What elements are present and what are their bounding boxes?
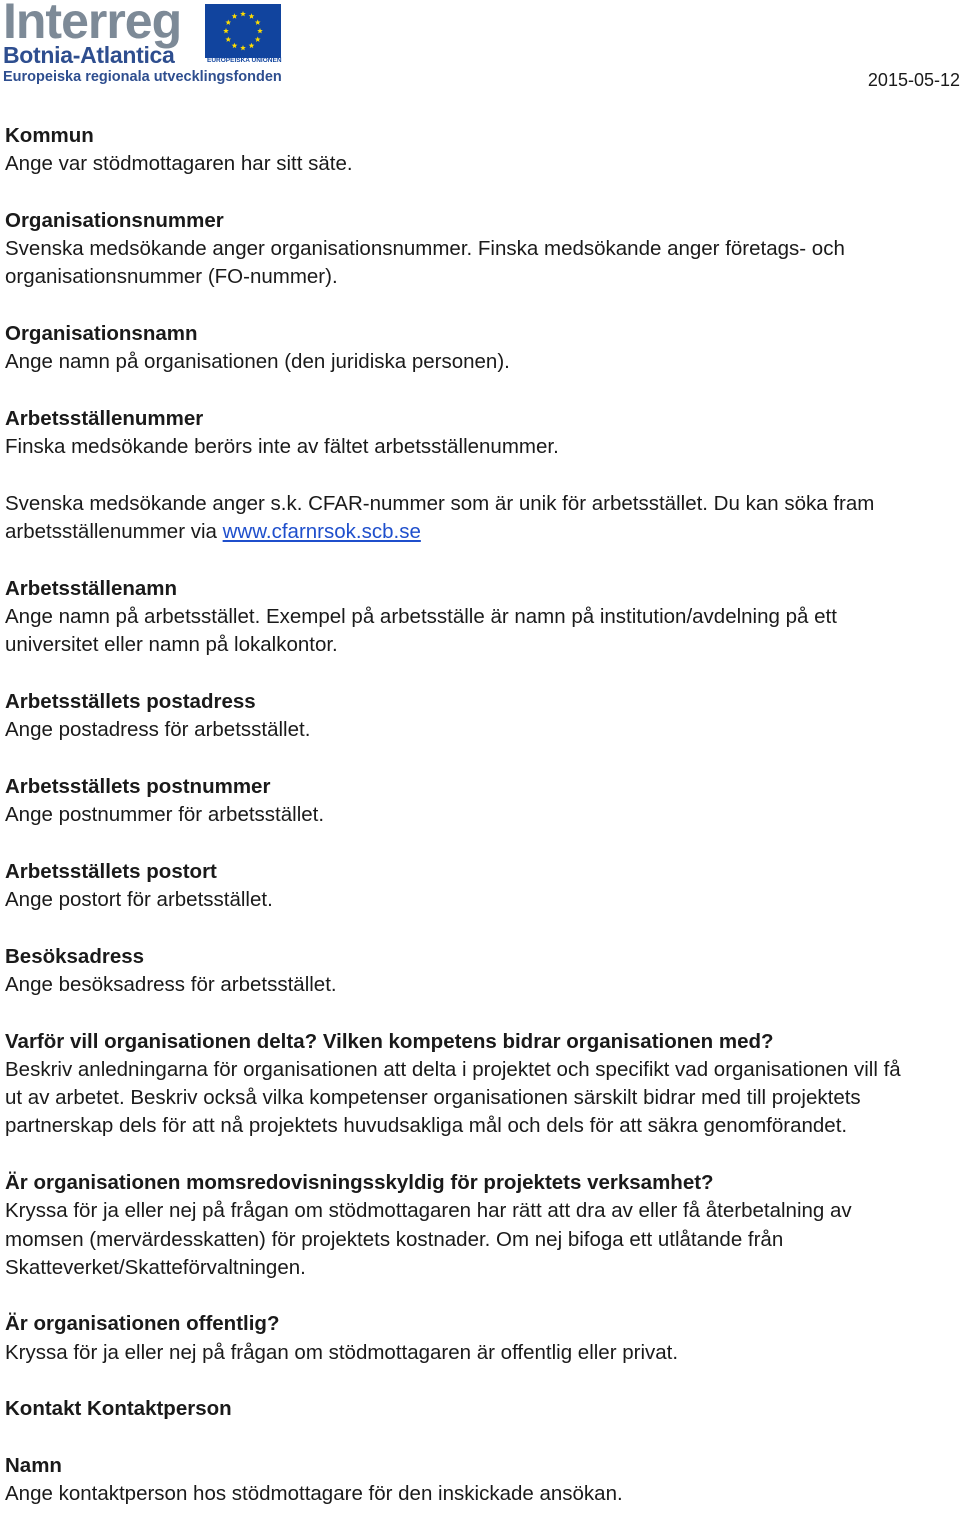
eu-star-icon <box>257 28 263 33</box>
section-heading: Organisationsnamn <box>5 322 198 346</box>
section-offentlig <box>5 1310 955 1367</box>
section-moms <box>5 1169 955 1282</box>
document-body <box>5 122 955 1537</box>
section-heading: Kontakt Kontaktperson <box>5 1397 232 1421</box>
section-text: Ange postort för arbetsstället. <box>5 888 273 912</box>
section-organisationsnamn <box>5 320 955 377</box>
section-text: Ange postadress för arbetsstället. <box>5 718 311 742</box>
section-heading: Arbetsställets postadress <box>5 689 256 713</box>
section-text: partnerskap dels för att nå projektets huvudsakliga mål och dels för att säkra genomförandet. <box>5 1114 848 1138</box>
section-postadress <box>5 688 955 745</box>
section-namn <box>5 1452 955 1509</box>
section-text: Ange namn på organisationen (den juridiska personen). <box>5 350 510 374</box>
eu-star-icon <box>255 37 261 42</box>
section-text: Ange kontaktperson hos stödmottagare för den inskickade ansökan. <box>5 1482 623 1506</box>
section-text: momsen (mervärdesskatten) för projektets kostnader. Om nej bifoga ett utlåtande från <box>5 1227 784 1251</box>
cfarnrsok-link[interactable]: www.cfarnrsok.scb.se <box>222 520 421 544</box>
section-postnummer <box>5 773 955 830</box>
eu-flag-icon <box>205 4 281 58</box>
logo-title: Interreg <box>3 0 182 49</box>
section-heading: Kommun <box>5 124 94 147</box>
section-heading: Arbetsställets postnummer <box>5 774 271 798</box>
section-text: Svenska medsökande anger organisationsnummer. Finska medsökande anger företags- och <box>5 237 845 261</box>
eu-star-icon <box>225 37 231 42</box>
section-text: Svenska medsökande anger s.k. CFAR-nummer som är unik för arbetsstället. Du kan söka fram <box>5 491 875 515</box>
section-organisationsnummer <box>5 207 955 292</box>
section-arbetsstallenummer <box>5 405 955 462</box>
section-postort <box>5 858 955 915</box>
section-text: Skatteverket/Skatteförvaltningen. <box>5 1255 306 1279</box>
link-prefix: arbetsställenummer via <box>5 520 223 544</box>
section-kontakt <box>5 1395 955 1423</box>
interreg-logo <box>3 2 283 88</box>
eu-star-icon <box>249 43 255 48</box>
section-text: Kryssa för ja eller nej på frågan om stödmottagaren är offentlig eller privat. <box>5 1340 679 1364</box>
section-text: Ange namn på arbetsstället. Exempel på arbetsställe är namn på institution/avdelning på ett <box>5 605 837 629</box>
section-kommun <box>5 122 955 179</box>
section-besoksadress <box>5 943 955 1000</box>
section-arbetsstallenamn <box>5 575 955 660</box>
section-text: Kryssa för ja eller nej på frågan om stödmottagaren har rätt att dra av eller få återbetalning av <box>5 1199 852 1223</box>
section-heading: Är organisationen offentlig? <box>5 1312 280 1336</box>
section-heading: Arbetsställenummer <box>5 406 204 430</box>
section-text: universitet eller namn på lokalkontor. <box>5 633 338 657</box>
section-text: Beskriv anledningarna för organisationen att delta i projektet och specifikt vad organisationen vill få <box>5 1057 901 1081</box>
section-heading: Är organisationen momsredovisningsskyldig för projektets verksamhet? <box>5 1170 714 1194</box>
eu-star-icon <box>255 20 261 25</box>
section-text: Finska medsökande berörs inte av fältet arbetsställenummer. <box>5 435 559 459</box>
section-heading: Varför vill organisationen delta? Vilken kompetens bidrar organisationen med? <box>5 1029 774 1053</box>
eu-star-icon <box>249 13 255 18</box>
document-date: 2015-05-12 <box>867 70 960 90</box>
section-heading: Besöksadress <box>5 944 145 968</box>
eu-star-icon <box>223 28 229 33</box>
eu-star-icon <box>240 45 246 50</box>
section-heading: Arbetsställets postort <box>5 859 217 883</box>
section-text: Ange besöksadress för arbetsstället. <box>5 972 337 996</box>
section-heading: Arbetsställenamn <box>5 576 178 600</box>
eu-star-icon <box>232 43 238 48</box>
section-heading: Namn <box>5 1453 62 1477</box>
eu-star-icon <box>225 20 231 25</box>
section-delta <box>5 1028 955 1141</box>
eu-star-icon <box>240 11 246 16</box>
logo-program: Botnia-Atlantica <box>3 42 175 68</box>
section-text: Ange var stödmottagaren har sitt säte. <box>5 152 353 176</box>
eu-star-icon <box>232 13 238 18</box>
logo-fund: Europeiska regionala utvecklingsfonden <box>3 69 282 85</box>
section-text: Ange postnummer för arbetsstället. <box>5 803 325 827</box>
section-text: organisationsnummer (FO-nummer). <box>5 265 338 289</box>
section-cfar <box>5 490 955 547</box>
section-text-with-link <box>5 518 955 546</box>
section-text: ut av arbetet. Beskriv också vilka kompetenser organisationen särskilt bidrar med till projektets <box>5 1086 861 1110</box>
eu-label: EUROPEISKA UNIONEN <box>207 57 282 64</box>
page-header <box>0 0 960 100</box>
section-heading: Organisationsnummer <box>5 208 224 232</box>
